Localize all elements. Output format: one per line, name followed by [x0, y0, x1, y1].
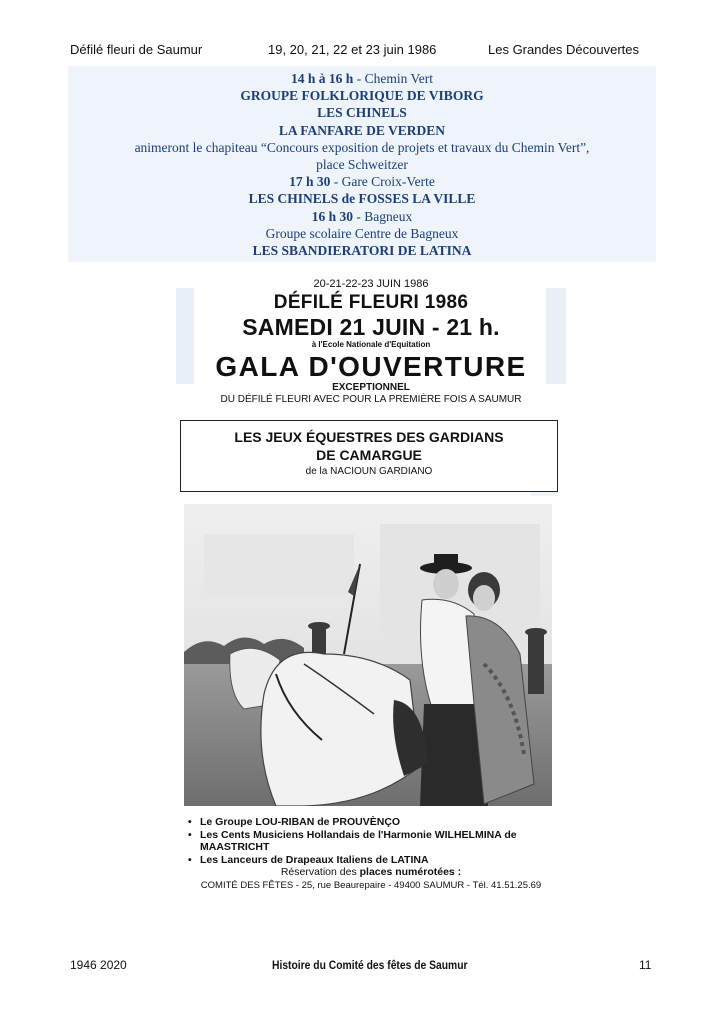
- poster-gardians-box: [180, 420, 558, 492]
- box-line-1: LES JEUX ÉQUESTRES DES GARDIANS: [234, 429, 504, 445]
- footer-title: Histoire du Comité des fêtes de Saumur: [272, 958, 468, 972]
- list-item: • Les Lanceurs de Drapeaux Italiens de LATINA: [188, 853, 429, 866]
- poster-exceptionnel: EXCEPTIONNEL: [332, 382, 410, 393]
- poster-comite-address: COMITÉ DES FÊTES - 25, rue Beaurepaire - 49400 SAUMUR - Tél. 41.51.25.69: [200, 880, 542, 891]
- program-line: LA FANFARE DE VERDEN: [278, 122, 446, 138]
- poster-du-defile: DU DÉFILÉ FLEURI AVEC POUR LA PREMIÈRE FOIS A SAUMUR: [220, 394, 522, 405]
- page-number: 11: [639, 958, 652, 972]
- program-lines: [68, 70, 656, 259]
- program-line: LES CHINELS: [317, 105, 407, 121]
- program-line: Groupe scolaire Centre de Bagneux: [265, 225, 459, 241]
- photo-gardians-on-horses: [184, 504, 552, 806]
- poster-bullet-list: [186, 816, 566, 866]
- box-line-2: DE CAMARGUE: [316, 447, 422, 463]
- poster-ecole: à l'Ecole Nationale d'Equitation: [311, 340, 431, 349]
- poster-samedi: SAMEDI 21 JUIN - 21 h.: [242, 314, 500, 340]
- program-line: animeront le chapiteau “Concours exposition de projets et travaux du Chemin Vert”,: [134, 139, 590, 155]
- poster-gala: GALA D'OUVERTURE: [215, 351, 527, 382]
- poster-defile-title: DÉFILÉ FLEURI 1986: [273, 292, 469, 313]
- header-center: 19, 20, 21, 22 et 23 juin 1986: [268, 42, 437, 57]
- poster-date: 20-21-22-23 JUIN 1986: [313, 278, 429, 290]
- program-line: 16 h 30 - Bagneux: [311, 208, 413, 224]
- program-line: 17 h 30 - Gare Croix-Verte: [289, 174, 435, 190]
- list-item: • Le Groupe LOU-RIBAN de PROUVÈNÇO: [188, 816, 401, 828]
- program-line: 14 h à 16 h - Chemin Vert: [291, 71, 433, 86]
- program-line: place Schweitzer: [316, 157, 408, 173]
- program-block: [68, 66, 656, 262]
- program-line: GROUPE FOLKLORIQUE DE VIBORG: [240, 88, 484, 104]
- program-line: LES CHINELS de FOSSES LA VILLE: [248, 191, 476, 207]
- header-left: Défilé fleuri de Saumur: [70, 42, 203, 57]
- photo-illustration: [184, 504, 552, 806]
- poster-reservation: Réservation des places numérotées :: [280, 866, 462, 878]
- footer-left: 1946 2020: [70, 958, 127, 972]
- header-right: Les Grandes Découvertes: [488, 42, 640, 57]
- program-line: LES SBANDIERATORI DE LATINA: [252, 243, 472, 259]
- box-line-3: de la NACIOUN GARDIANO: [305, 466, 433, 477]
- poster: [172, 270, 570, 906]
- list-item: • Les Cents Musiciens Hollandais de l'Harmonie WILHELMINA de MAASTRICHT: [188, 828, 517, 853]
